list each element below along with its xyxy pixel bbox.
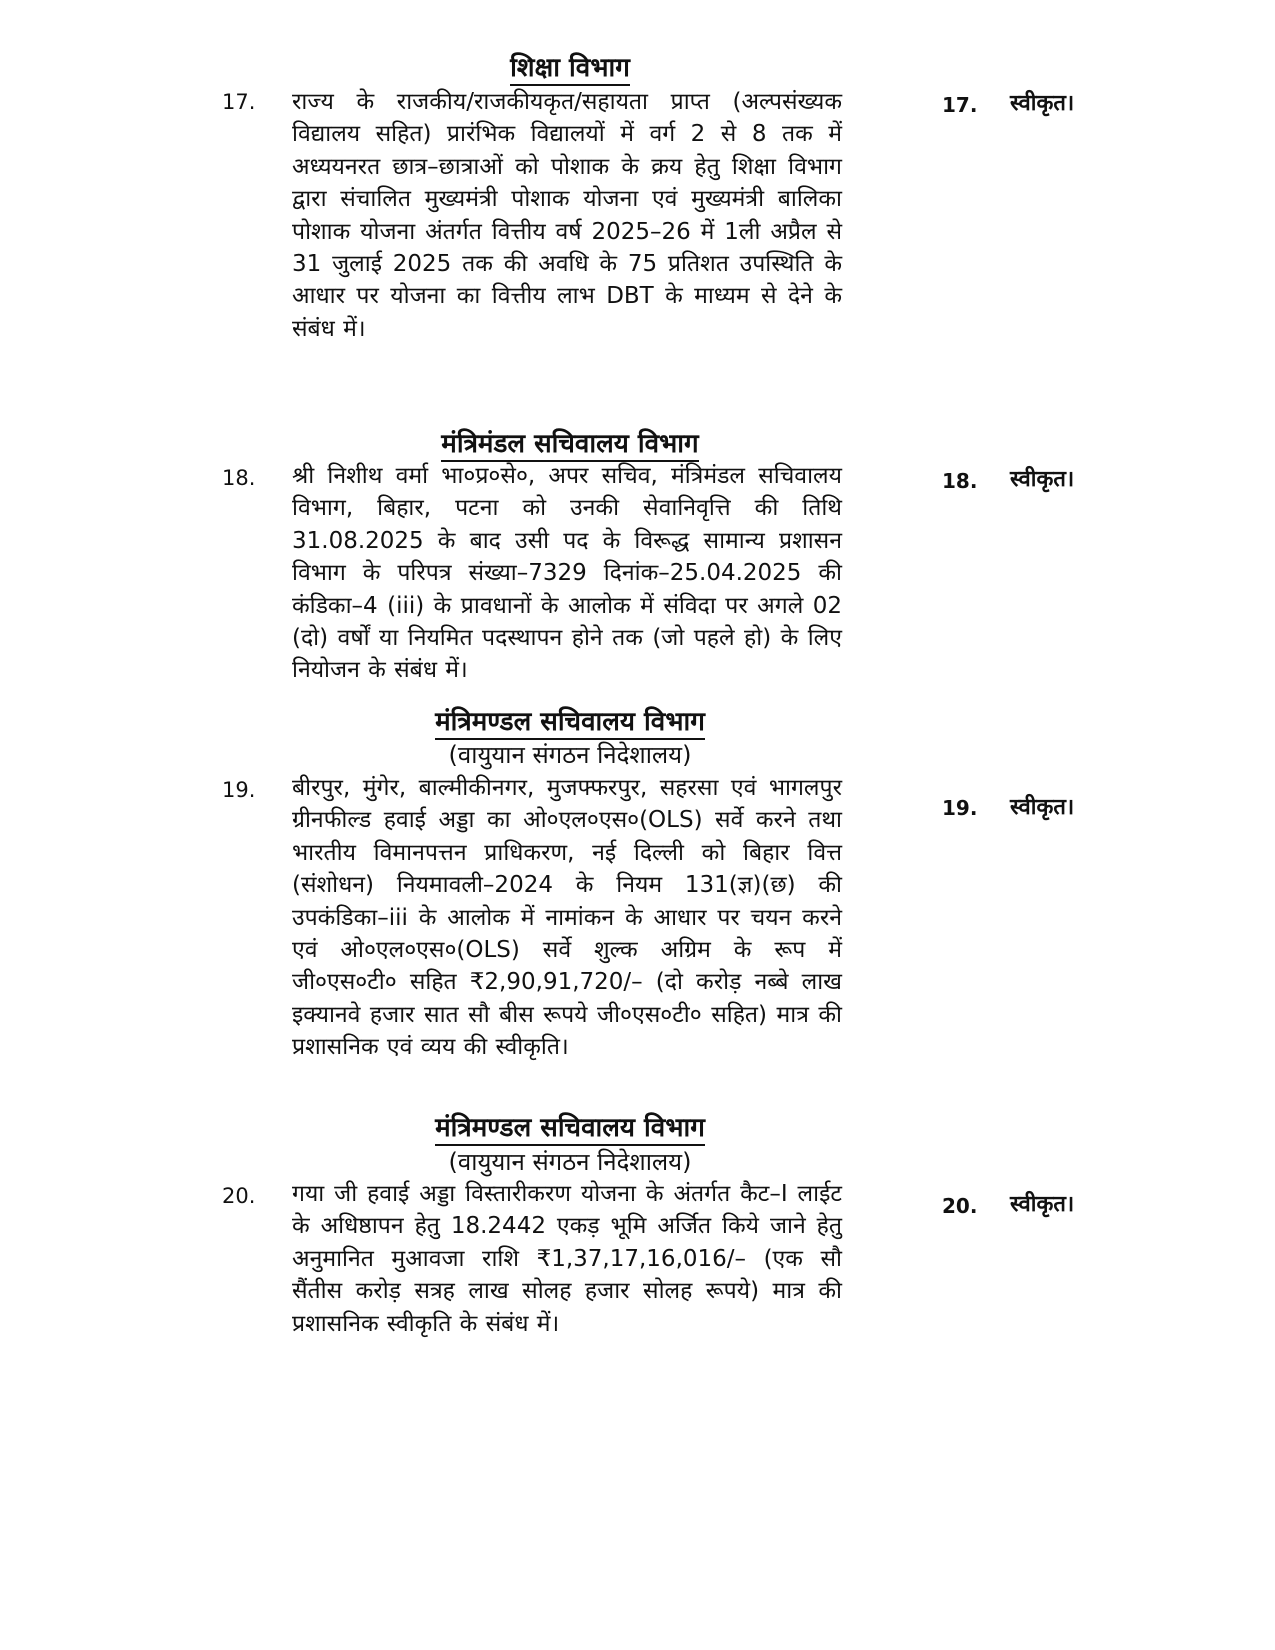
item-description: बीरपुर, मुंगेर, बाल्मीकीनगर, मुजफ्फरपुर, सहरसा एवं भागलपुर ग्रीनफील्ड हवाई अड्डा का ओ०एल०एस०(OLS) सर्वे करने तथा भारतीय विमानपत्तन प्राधिकरण, नई दिल्ली को बिहार वित्त (संशोधन) नियमावली–2024 के नियम 131(ज्ञ)(छ) की उपकंडिका–iii के आलोक में नामांकन के आधार पर चयन करने एवं ओ०एल०एस०(OLS) सर्वे शुल्क अग्रिम के रूप में जी०एस०टी० सहित ₹2,90,91,720/– (दो करोड़ नब्बे लाख इक्यानवे हजार सात सौ बीस रूपये जी०एस०टी० सहित) मात्र की प्रशासनिक एवं व्यय की स्वीकृति। (292, 775, 842, 1061)
decision-number: 17. (942, 93, 978, 117)
item-description: श्री निशीथ वर्मा भा०प्र०से०, अपर सचिव, मंत्रिमंडल सचिवालय विभाग, बिहार, पटना को उनकी सेवानिवृत्ति की तिथि 31.08.2025 के बाद उसी पद के विरूद्ध सामान्य प्रशासन विभाग के परिपत्र संख्या–7329 दिनांक–25.04.2025 की कंडिका–4 (iii) के प्रावधानों के आलोक में संविदा पर अगले 02 (दो) वर्षों या नियमित पदस्थापन होने तक (जो पहले हो) के लिए नियोजन के संबंध में। (292, 463, 842, 684)
department-heading-text: मंत्रिमंडल सचिवालय विभाग (441, 429, 698, 462)
decision-status: स्वीकृत। (1010, 467, 1075, 492)
item-description: राज्य के राजकीय/राजकीयकृत/सहायता प्राप्त (अल्पसंख्यक विद्यालय सहित) प्रारंभिक विद्यालयों में वर्ग 2 से 8 तक में अध्ययनरत छात्र–छात्राओं को पोशाक के क्रय हेतु शिक्षा विभाग द्वारा संचालित मुख्यमंत्री पोशाक योजना एवं मुख्यमंत्री बालिका पोशाक योजना अंतर्गत वित्तीय वर्ष 2025–26 में 1ली अप्रैल से 31 जुलाई 2025 तक की अवधि के 75 प्रतिशत उपस्थिति के आधार पर योजना का वित्तीय लाभ DBT के माध्यम से देने के संबंध में। (292, 89, 842, 342)
item-number: 18. (222, 466, 256, 490)
decision-status: स्वीकृत। (1010, 1192, 1075, 1217)
item-number: 17. (222, 90, 256, 114)
directorate-subheading: (वायुयान संगठन निदेशालय) (448, 1148, 692, 1176)
department-heading (290, 706, 850, 738)
department-heading (290, 1112, 850, 1144)
department-heading (290, 52, 850, 84)
item-description: गया जी हवाई अड्डा विस्तारीकरण योजना के अंतर्गत कैट–I लाईट के अधिष्ठापन हेतु 18.2442 एकड़ भूमि अर्जित किये जाने हेतु अनुमानित मुआवजा राशि ₹1,37,17,16,016/– (एक सौ सैंतीस करोड़ सत्रह लाख सोलह हजार सोलह रूपये) मात्र की प्रशासनिक स्वीकृति के संबंध में। (292, 1181, 842, 1337)
department-heading-text: मंत्रिमण्डल सचिवालय विभाग (435, 1113, 705, 1146)
decision-number: 20. (942, 1194, 978, 1218)
directorate-subheading: (वायुयान संगठन निदेशालय) (448, 741, 692, 769)
decision-number: 19. (942, 796, 978, 820)
item-number: 20. (222, 1184, 256, 1208)
decision-status: स्वीकृत। (1010, 795, 1075, 820)
department-heading-text: शिक्षा विभाग (510, 53, 630, 86)
department-heading (290, 428, 850, 460)
decision-number: 18. (942, 469, 978, 493)
decision-status: स्वीकृत। (1010, 91, 1075, 116)
item-number: 19. (222, 778, 256, 802)
department-heading-text: मंत्रिमण्डल सचिवालय विभाग (435, 707, 705, 740)
